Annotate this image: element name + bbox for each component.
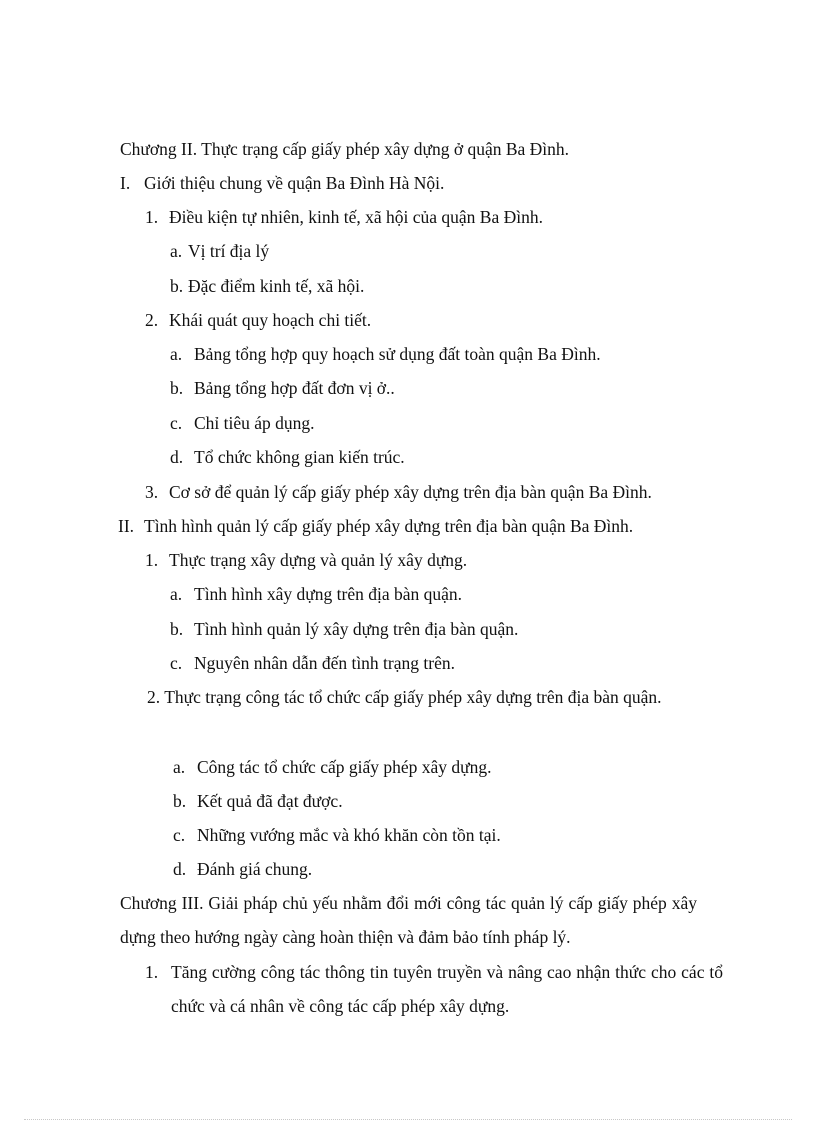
chapter-3-heading: Chương III. Giải pháp chủ yếu nhằm đổi mới công tác quản lý cấp giấy phép xây dựng theo hướng ngày càng hoàn thiện và đảm bảo tính pháp lý. xyxy=(120,893,697,947)
section-II-heading: II. Tình hình quản lý cấp giấy phép xây dựng trên địa bàn quận Ba Đình. xyxy=(118,516,634,536)
item-2c: c. Chỉ tiêu áp dụng. xyxy=(170,413,315,433)
item-2b: b. Bảng tổng hợp đất đơn vị ở.. xyxy=(170,378,395,398)
item-1a: a. Vị trí địa lý xyxy=(170,241,270,261)
item-2d: d. Tổ chức không gian kiến trúc. xyxy=(170,447,405,467)
section-II-item-2a: a. Công tác tổ chức cấp giấy phép xây dựng. xyxy=(173,757,492,777)
section-II-item-2c: c. Những vướng mắc và khó khăn còn tồn tại. xyxy=(173,825,501,845)
section-II-item-2b: b. Kết quả đã đạt được. xyxy=(173,791,343,811)
section-II-item-1a: a. Tình hình xây dựng trên địa bàn quận. xyxy=(170,584,463,604)
section-I-heading: I. Giới thiệu chung về quận Ba Đình Hà Nội. xyxy=(120,173,445,193)
page-bottom-rule xyxy=(24,1119,792,1120)
section-II-item-2-paragraph: 2. Thực trạng công tác tổ chức cấp giấy phép xây dựng trên địa bàn quận. xyxy=(147,687,662,707)
section-II-item-1c: c. Nguyên nhân dẫn đến tình trạng trên. xyxy=(170,653,455,673)
section-II-item-1: 1. Thực trạng xây dựng và quản lý xây dựng. xyxy=(145,550,468,570)
item-2a: a. Bảng tổng hợp quy hoạch sử dụng đất toàn quận Ba Đình. xyxy=(170,344,601,364)
chapter-3-item-1: 1. Tăng cường công tác thông tin tuyên truyền và nâng cao nhận thức cho các tổ chức và cá nhân về công tác cấp phép xây dựng. xyxy=(145,962,723,1016)
item-1-heading: 1. Điều kiện tự nhiên, kinh tế, xã hội của quận Ba Đình. xyxy=(145,207,543,227)
section-II-item-1b: b. Tình hình quản lý xây dựng trên địa bàn quận. xyxy=(170,619,519,639)
section-II-item-2d: d. Đánh giá chung. xyxy=(173,859,313,879)
chapter-2-heading: Chương II. Thực trạng cấp giấy phép xây dựng ở quận Ba Đình. xyxy=(120,139,570,159)
item-1b: b. Đặc điểm kinh tế, xã hội. xyxy=(170,276,365,296)
item-2-heading: 2. Khái quát quy hoạch chi tiết. xyxy=(145,310,372,330)
item-3-heading: 3. Cơ sở để quản lý cấp giấy phép xây dựng trên địa bàn quận Ba Đình. xyxy=(145,482,652,502)
